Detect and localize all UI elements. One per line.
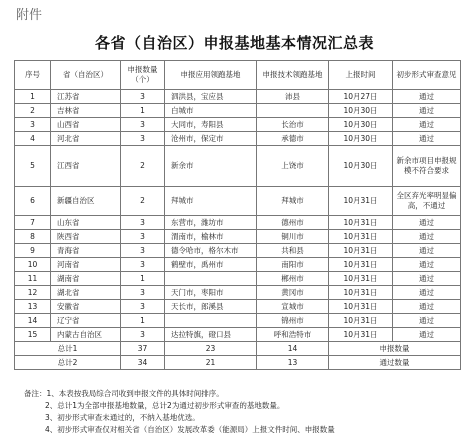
table-cell: 1 <box>121 104 165 118</box>
table-cell: 青海省 <box>51 244 121 258</box>
table-cell: 通过 <box>393 118 461 132</box>
table-cell: 大同市，寿阳县 <box>165 118 257 132</box>
table-header-row <box>15 61 461 90</box>
table-cell: 新余市 <box>165 146 257 187</box>
page-title: 各省（自治区）申报基地基本情况汇总表 <box>94 34 374 52</box>
table-cell: 10月27日 <box>329 90 393 104</box>
table-cell: 10月31日 <box>329 187 393 216</box>
note-line: 备注：1、本表按我局综合司收到申报文件的具体时间排序。 <box>24 389 224 398</box>
table-cell: 3 <box>121 216 165 230</box>
table-cell: 内蒙古自治区 <box>51 328 121 342</box>
table-cell: 12 <box>15 286 51 300</box>
table-cell: 湖南省 <box>51 272 121 286</box>
table-cell: 9 <box>15 244 51 258</box>
col-header-review: 初步形式审查意见 <box>393 61 461 90</box>
table-row <box>15 244 461 258</box>
table-row <box>15 216 461 230</box>
table-cell: 3 <box>121 132 165 146</box>
table-cell: 通过 <box>393 104 461 118</box>
totals-row <box>15 342 461 356</box>
table-cell: 5 <box>15 146 51 187</box>
table-cell: 10月31日 <box>329 272 393 286</box>
table-cell: 新余市项目申报规模不符合要求 <box>393 146 461 187</box>
table-cell: 山西省 <box>51 118 121 132</box>
table-cell: 11 <box>15 272 51 286</box>
table-cell: 泗洪县，宝应县 <box>165 90 257 104</box>
col-header-submit-date: 上报时间 <box>329 61 393 90</box>
table-row <box>15 132 461 146</box>
note-line: 3、初步形式审查未通过的，不纳入基地优选。 <box>45 413 200 422</box>
table-cell: 通过 <box>393 244 461 258</box>
table-cell: 白城市 <box>165 104 257 118</box>
table-cell: 10月31日 <box>329 230 393 244</box>
table-cell: 10月31日 <box>329 244 393 258</box>
table-row <box>15 272 461 286</box>
table-cell: 10月31日 <box>329 328 393 342</box>
table-row <box>15 328 461 342</box>
table-cell: 3 <box>15 118 51 132</box>
table-row <box>15 187 461 216</box>
table-cell: 10月31日 <box>329 286 393 300</box>
table-row <box>15 230 461 244</box>
table-cell: 长治市 <box>257 118 329 132</box>
table-cell: 锦州市 <box>257 314 329 328</box>
table-cell: 通过 <box>393 132 461 146</box>
note-line: 4、初步形式审查仅对相关省（自治区）发展改革委（能源局）上报文件时间、申报数量 <box>45 425 335 434</box>
table-cell: 2 <box>15 104 51 118</box>
table-cell: 10月31日 <box>329 314 393 328</box>
table-cell: 共和县 <box>257 244 329 258</box>
table-cell: 通过 <box>393 230 461 244</box>
table-cell: 全区弃光率明显偏高，不通过 <box>393 187 461 216</box>
table-cell: 通过 <box>393 258 461 272</box>
table-cell: 3 <box>121 230 165 244</box>
col-header-app-base: 申报应用领跑基地 <box>165 61 257 90</box>
table-cell <box>165 272 257 286</box>
col-header-tech-base: 申报技术领跑基地 <box>257 61 329 90</box>
table-cell: 鹤壁市，禹州市 <box>165 258 257 272</box>
col-header-province: 省（自治区） <box>51 61 121 90</box>
table-cell: 拜城市 <box>257 187 329 216</box>
total-app: 21 <box>165 356 257 370</box>
table-cell: 吉林省 <box>51 104 121 118</box>
table-cell: 3 <box>121 328 165 342</box>
table-cell: 3 <box>121 300 165 314</box>
table-row <box>15 314 461 328</box>
table-cell: 达拉特旗，磴口县 <box>165 328 257 342</box>
table-cell: 通过 <box>393 328 461 342</box>
table-row <box>15 286 461 300</box>
table-row <box>15 146 461 187</box>
table-cell: 通过 <box>393 272 461 286</box>
table-cell: 郴州市 <box>257 272 329 286</box>
table-cell: 通过 <box>393 286 461 300</box>
table-row <box>15 258 461 272</box>
table-cell: 通过 <box>393 300 461 314</box>
table-cell: 湖北省 <box>51 286 121 300</box>
table-cell: 渭南市，榆林市 <box>165 230 257 244</box>
table-cell: 陕西省 <box>51 230 121 244</box>
col-header-count: 申报数量（个） <box>121 61 165 90</box>
table-cell: 安徽省 <box>51 300 121 314</box>
table-cell: 10月30日 <box>329 132 393 146</box>
table-cell: 新疆自治区 <box>51 187 121 216</box>
table-cell: 10月31日 <box>329 300 393 314</box>
total-note: 通过数量 <box>329 356 461 370</box>
note-line: 2、总计1为全部申报基地数量，总计2为通过初步形式审查的基地数量。 <box>45 401 285 410</box>
table-cell: 1 <box>15 90 51 104</box>
total-tech: 14 <box>257 342 329 356</box>
table-cell: 3 <box>121 286 165 300</box>
table-cell: 2 <box>121 187 165 216</box>
table-cell: 3 <box>121 244 165 258</box>
table-cell: 10月30日 <box>329 104 393 118</box>
table-cell: 3 <box>121 90 165 104</box>
total-count: 34 <box>121 356 165 370</box>
total-label: 总计1 <box>15 342 121 356</box>
table-cell: 宣城市 <box>257 300 329 314</box>
table-row <box>15 300 461 314</box>
total-tech: 13 <box>257 356 329 370</box>
table-cell: 13 <box>15 300 51 314</box>
notes <box>24 388 335 436</box>
attachment-label: 附件 <box>16 8 43 23</box>
table-cell <box>165 314 257 328</box>
table-cell: 通过 <box>393 314 461 328</box>
total-label: 总计2 <box>15 356 121 370</box>
table-cell: 天门市，枣阳市 <box>165 286 257 300</box>
summary-table <box>14 60 461 370</box>
table-cell: 德令哈市，格尔木市 <box>165 244 257 258</box>
table-cell: 南阳市 <box>257 258 329 272</box>
table-cell: 沛县 <box>257 90 329 104</box>
table-cell: 10月31日 <box>329 258 393 272</box>
table-cell: 10 <box>15 258 51 272</box>
table-cell: 承德市 <box>257 132 329 146</box>
table-cell: 1 <box>121 314 165 328</box>
table-cell: 德州市 <box>257 216 329 230</box>
table-cell: 黄冈市 <box>257 286 329 300</box>
table-cell: 3 <box>121 118 165 132</box>
table-cell: 1 <box>121 272 165 286</box>
table-cell: 拜城市 <box>165 187 257 216</box>
table-cell <box>257 104 329 118</box>
table-cell: 呼和浩特市 <box>257 328 329 342</box>
table-cell: 通过 <box>393 216 461 230</box>
table-cell: 东营市，潍坊市 <box>165 216 257 230</box>
table-cell: 辽宁省 <box>51 314 121 328</box>
col-header-index: 序号 <box>15 61 51 90</box>
table-cell: 江苏省 <box>51 90 121 104</box>
table-cell: 沧州市，保定市 <box>165 132 257 146</box>
table-cell: 8 <box>15 230 51 244</box>
table-cell: 江西省 <box>51 146 121 187</box>
table-cell: 铜川市 <box>257 230 329 244</box>
table-cell: 2 <box>121 146 165 187</box>
table-cell: 上饶市 <box>257 146 329 187</box>
total-note: 申报数量 <box>329 342 461 356</box>
table-cell: 14 <box>15 314 51 328</box>
table-cell: 10月31日 <box>329 216 393 230</box>
table-cell: 10月30日 <box>329 146 393 187</box>
table-cell: 4 <box>15 132 51 146</box>
table-cell: 15 <box>15 328 51 342</box>
table-cell: 7 <box>15 216 51 230</box>
table-cell: 山东省 <box>51 216 121 230</box>
table-cell: 通过 <box>393 90 461 104</box>
table-body <box>15 90 461 370</box>
total-count: 37 <box>121 342 165 356</box>
table-row <box>15 118 461 132</box>
table-cell: 3 <box>121 258 165 272</box>
table-cell: 天长市，郎溪县 <box>165 300 257 314</box>
table-cell: 6 <box>15 187 51 216</box>
table-row <box>15 90 461 104</box>
total-app: 23 <box>165 342 257 356</box>
table-row <box>15 104 461 118</box>
table-cell: 10月30日 <box>329 118 393 132</box>
totals-row <box>15 356 461 370</box>
table-cell: 河北省 <box>51 132 121 146</box>
table-cell: 河南省 <box>51 258 121 272</box>
